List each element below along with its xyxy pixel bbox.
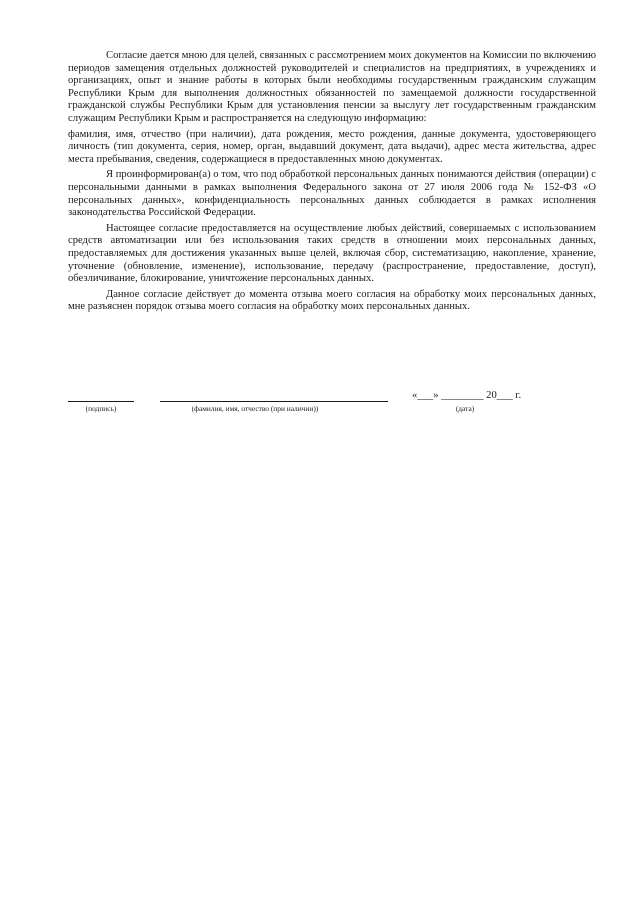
paragraph-data-list: фамилия, имя, отчество (при наличии), дата рождения, место рождения, данные документа, удостоверяющего личность (тип документа, серия, номер, орган, выдавший документ, дата выдачи), адрес места жительства, адрес места пребывания, сведения, содержащиеся в предоставленных мною документах. bbox=[68, 128, 596, 165]
paragraph-informed: Я проинформирован(а) о том, что под обработкой персональных данных понимаются действия (операции) с персональными данными в рамках выполнения Федерального закона от 27 июля 2006 года № 152-ФЗ «О персональных данных», конфиденциальность персональных данных соблюдается в рамках исполнения законодательства Российской Федерации. bbox=[68, 169, 596, 219]
paragraph-validity: Данное согласие действует до момента отзыва моего согласия на обработку моих персональных данных, мне разъяснен порядок отзыва моего согласия на обработку моих персональных данных. bbox=[68, 288, 596, 313]
paragraph-purpose: Согласие дается мною для целей, связанных с рассмотрением моих документов на Комиссии по включению периодов замещения отдельных должностей руководителей и специалистов на предприятиях, в учреждениях и организациях, опыт и знание работы в которых были необходимы государственным гражданским служащим Республики Крым для выполнения должностных обязанностей по замещаемой должности государственной гражданской службы Республики Крым для установления пенсии за выслугу лет государственным гражданским служащим Республики Крым и распространяется на следующую информацию: bbox=[68, 50, 596, 124]
full-name-line bbox=[160, 401, 388, 402]
signature-line bbox=[68, 401, 134, 402]
date-field: «___» ________ 20___ г. bbox=[412, 390, 522, 401]
paragraph-scope: Настоящее согласие предоставляется на осуществление любых действий, совершаемых с использованием средств автоматизации или без использования таких средств в отношении моих персональных данных, предоставляемых для достижения указанных выше целей, включая сбор, систематизацию, накопление, хранение, уточнение (обновление, изменение), использование, передачу (распространение, предоставление, доступ), обезличивание, блокирование, уничтожение персональных данных. bbox=[68, 222, 596, 285]
full-name-caption: (фамилия, имя, отчество (при наличии)) bbox=[191, 404, 319, 413]
document-body bbox=[68, 50, 596, 317]
date-caption: (дата) bbox=[455, 404, 475, 413]
signature-caption: (подпись) bbox=[85, 404, 117, 413]
